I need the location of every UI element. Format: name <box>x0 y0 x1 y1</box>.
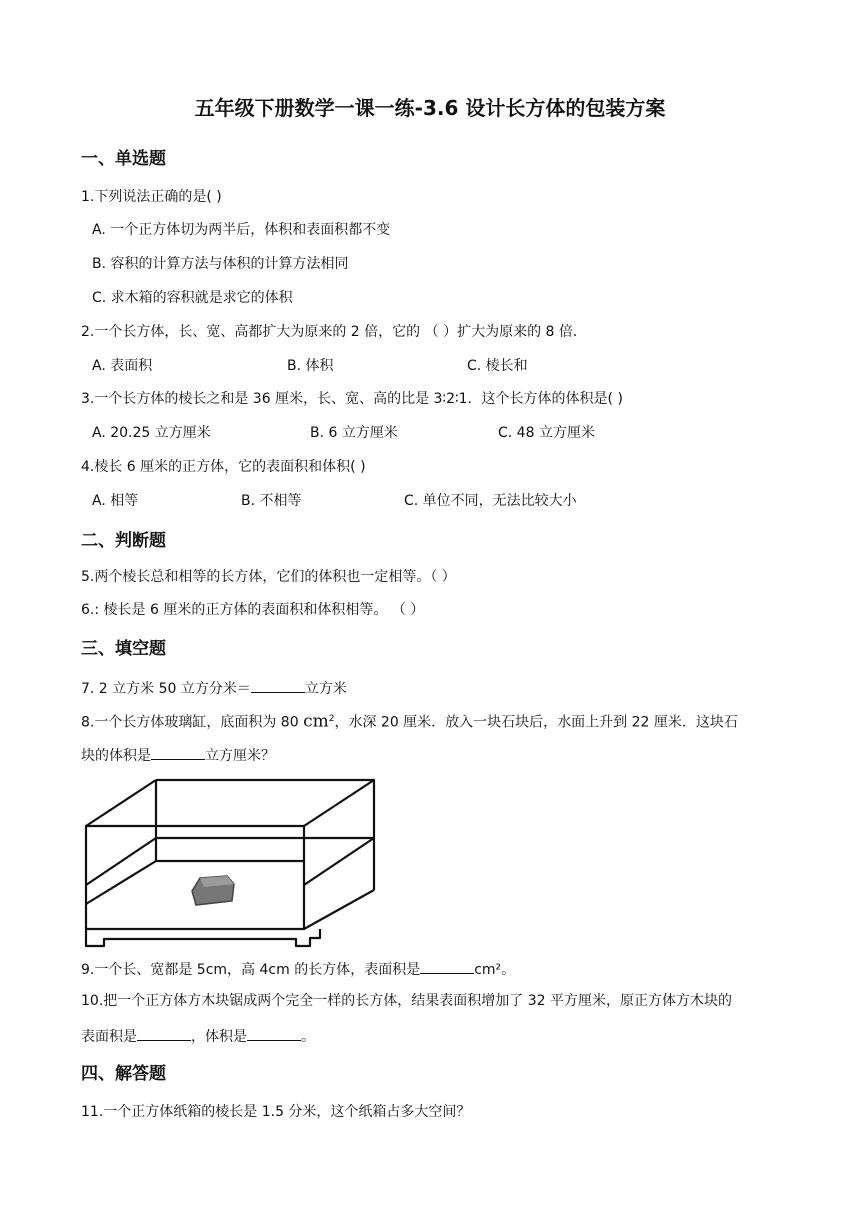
stone-icon <box>192 876 234 905</box>
question-8-line-2 <box>81 745 275 765</box>
question-8-unit: cm <box>303 711 329 732</box>
answer-blank <box>137 1026 191 1041</box>
section-heading-fill-blank: 三、填空题 <box>81 639 166 659</box>
question-8-unit-exponent: 2 <box>328 714 335 724</box>
question-4-option-b: B. 不相等 <box>241 493 302 509</box>
question-2-stem: 2.一个长方体，长、宽、高都扩大为原来的 2 倍，它的 （ ）扩大为原来的 8 倍. <box>81 324 578 340</box>
question-9-text: 9.一个长、宽都是 5cm，高 4cm 的长方体，表面积是 <box>81 962 421 978</box>
question-10-line-1: 10.把一个正方体方木块锯成两个完全一样的长方体，结果表面积增加了 32 平方厘米，原正方体方木块的 <box>81 993 732 1009</box>
question-8-text-rest: ，水深 20 厘米．放入一块石块后，水面上升到 22 厘米．这块石 <box>334 714 738 731</box>
question-4-option-a: A. 相等 <box>92 493 139 509</box>
question-4-option-c: C. 单位不同，无法比较大小 <box>404 493 577 509</box>
question-1-option-c: C. 求木箱的容积就是求它的体积 <box>92 290 293 306</box>
question-6: 6.: 棱长是 6 厘米的正方体的表面积和体积相等。 （ ） <box>81 602 425 618</box>
section-heading-solve: 四、解答题 <box>81 1064 166 1084</box>
question-10-line-2 <box>81 1026 315 1046</box>
answer-blank <box>247 1026 301 1041</box>
question-1-option-b: B. 容积的计算方法与体积的计算方法相同 <box>92 256 349 272</box>
tank-back-edges <box>156 780 374 890</box>
question-2-option-a: A. 表面积 <box>92 358 153 374</box>
question-8-text: 8.一个长方体玻璃缸，底面积为 80 <box>81 714 304 731</box>
question-9-unit: cm²。 <box>474 962 516 978</box>
question-7-text: 7. 2 立方米 50 立方分米＝ <box>81 681 251 697</box>
question-11: 11.一个正方体纸箱的棱长是 1.5 分米，这个纸箱占多大空间？ <box>81 1104 471 1120</box>
question-1-stem: 1.下列说法正确的是( ) <box>81 189 222 205</box>
question-5: 5.两个棱长总和相等的长方体，它们的体积也一定相等。（ ） <box>81 569 456 585</box>
answer-blank <box>151 745 205 760</box>
question-8-text-2: 块的体积是 <box>81 748 151 764</box>
question-2-option-b: B. 体积 <box>287 358 334 374</box>
question-3-option-b: B. 6 立方厘米 <box>310 425 398 441</box>
page-title: 五年级下册数学一课一练-3.6 设计长方体的包装方案 <box>194 96 666 120</box>
question-8-line-1 <box>81 710 738 732</box>
question-1-option-a: A. 一个正方体切为两半后，体积和表面积都不变 <box>92 222 391 238</box>
question-3-option-a: A. 20.25 立方厘米 <box>92 425 211 441</box>
question-7 <box>81 678 347 698</box>
question-10-text-mid: ，体积是 <box>191 1029 247 1045</box>
question-8-unit-2: 立方厘米？ <box>205 748 275 764</box>
section-heading-true-false: 二、判断题 <box>81 531 166 551</box>
question-3-stem: 3.一个长方体的棱长之和是 36 厘米，长、宽、高的比是 3∶2∶1．这个长方体的体积是( ) <box>81 391 623 407</box>
question-2-option-c: C. 棱长和 <box>467 358 528 374</box>
question-10-text: 表面积是 <box>81 1029 137 1045</box>
answer-blank <box>420 959 474 974</box>
question-4-stem: 4.棱长 6 厘米的正方体，它的表面积和体积( ) <box>81 459 366 475</box>
glass-tank-figure <box>82 778 378 948</box>
question-3-option-c: C. 48 立方厘米 <box>498 425 595 441</box>
question-9 <box>81 959 515 979</box>
question-10-text-end: 。 <box>301 1029 315 1045</box>
question-7-unit: 立方米 <box>304 681 347 697</box>
section-heading-single-choice: 一、单选题 <box>81 149 166 169</box>
answer-blank <box>251 678 305 693</box>
